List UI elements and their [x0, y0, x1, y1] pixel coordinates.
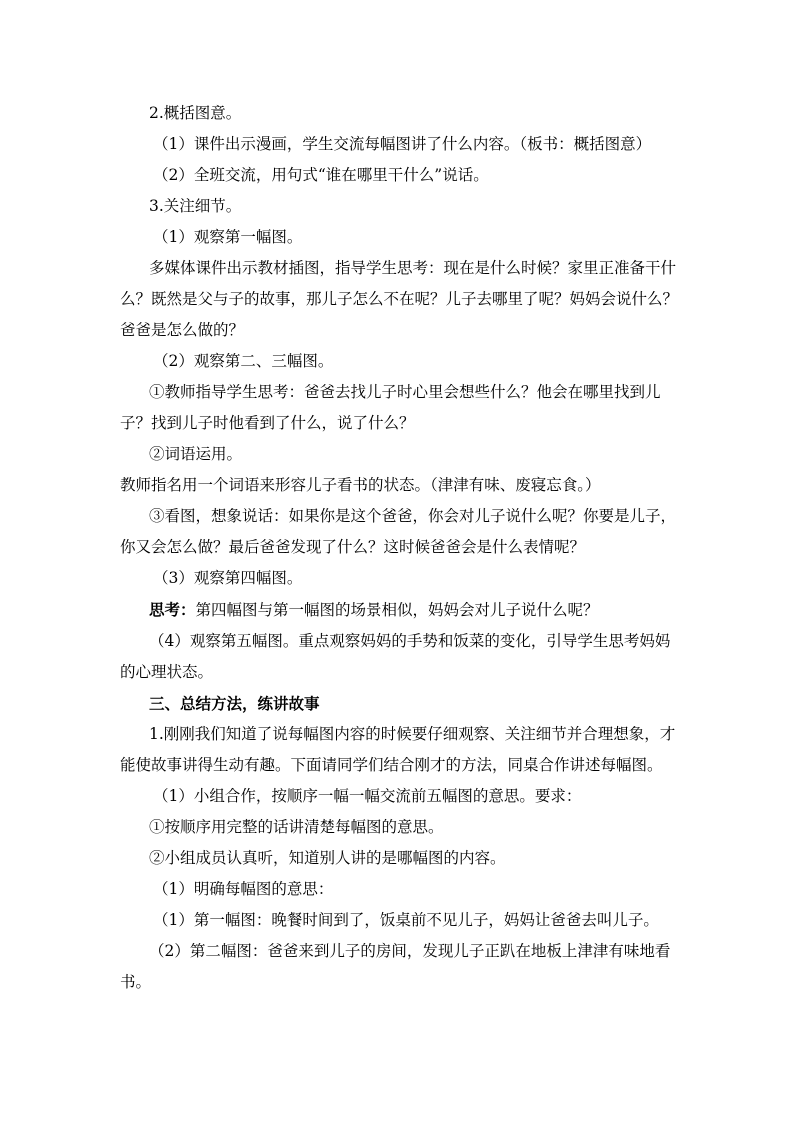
- paragraph: ②小组成员认真听，知道别人讲的是哪幅图的内容。: [149, 849, 506, 867]
- section-step-2: 2.概括图意。: [149, 104, 242, 122]
- think-label: 思考：: [149, 600, 196, 619]
- paragraph: （1）第一幅图：晚餐时间到了，饭桌前不见儿子，妈妈让爸爸去叫儿子。: [153, 911, 659, 929]
- paragraph: （3）观察第四幅图。: [153, 569, 303, 587]
- paragraph: ①教师指导学生思考：爸爸去找儿子时心里会想些什么？他会在哪里找到儿子？找到儿子时他看到了什么，说了什么？: [120, 383, 661, 432]
- paragraph: ②词语运用。: [149, 445, 243, 463]
- section-step-3: 3.关注细节。: [149, 197, 242, 215]
- paragraph: （2）第二幅图：爸爸来到儿子的房间，发现儿子正趴在地板上津津有味地看书。: [120, 942, 671, 991]
- document-body: [120, 98, 680, 998]
- paragraph: ③看图，想象说话：如果你是这个爸爸，你会对儿子说什么呢？你要是儿子，你又会怎么做？最后爸爸发现了什么？这时候爸爸会是什么表情呢？: [120, 507, 677, 556]
- paragraph: （2）全班交流，用句式“谁在哪里干什么”说话。: [153, 166, 489, 184]
- paragraph: 教师指名用一个词语来形容儿子看书的状态。（津津有味、废寝忘食。）: [120, 476, 601, 494]
- paragraph: 1.刚刚我们知道了说每幅图内容的时候要仔细观察、关注细节并合理想象，才能使故事讲得生动有趣。下面请同学们结合刚才的方法，同桌合作讲述每幅图。: [120, 725, 676, 774]
- paragraph: 多媒体课件出示教材插图，指导学生思考：现在是什么时候？家里正准备干什么？既然是父与子的故事，那儿子怎么不在呢？儿子去哪里了呢？妈妈会说什么？爸爸是怎么做的？: [120, 259, 679, 339]
- paragraph: （1）明确每幅图的意思：: [153, 880, 334, 898]
- paragraph: ①按顺序用完整的话讲清楚每幅图的意思。: [149, 818, 444, 836]
- section-heading-3: 三、总结方法，练讲故事: [149, 694, 320, 713]
- paragraph: （1）课件出示漫画，学生交流每幅图讲了什么内容。（板书：概括图意）: [153, 135, 652, 153]
- paragraph: （1）观察第一幅图。: [153, 228, 303, 246]
- paragraph: （1）小组合作，按顺序一幅一幅交流前五幅图的意思。要求：: [153, 787, 582, 805]
- paragraph: （2）观察第二、三幅图。: [153, 352, 334, 370]
- think-paragraph: [120, 594, 680, 626]
- paragraph: （4）观察第五幅图。重点观察妈妈的手势和饭菜的变化，引导学生思考妈妈的心理状态。: [120, 632, 671, 681]
- think-text: 第四幅图与第一幅图的场景相似，妈妈会对儿子说什么呢？: [195, 601, 599, 619]
